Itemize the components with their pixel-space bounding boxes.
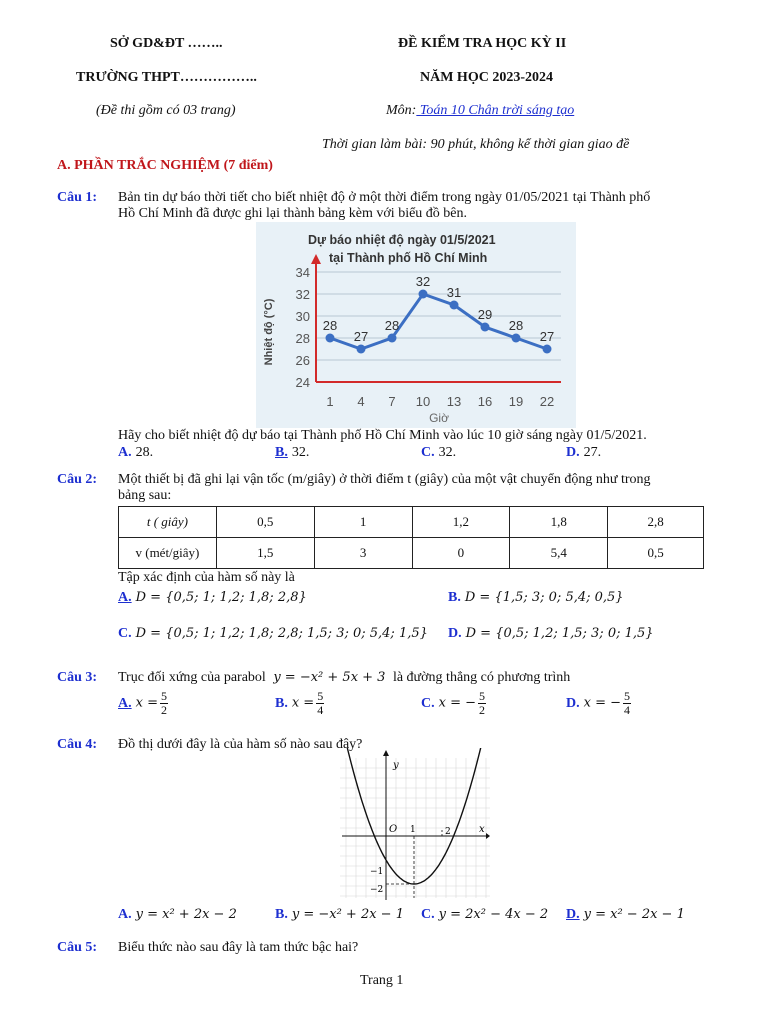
q5-label: Câu 5: <box>57 940 98 955</box>
chart-point <box>543 345 552 354</box>
time-note: Thời gian làm bài: 90 phút, không kể thời gian giao đề <box>322 137 630 152</box>
graph-label-2: 2 <box>445 827 451 837</box>
subject-label: Môn: <box>386 103 417 118</box>
graph-label-m2: −2 <box>370 885 384 895</box>
q3-option-a[interactable]: A. x = $\frac{5}{2}$ <box>118 689 167 717</box>
q3-text-after: là đường thẳng có phương trình <box>392 670 571 685</box>
q4-label: Câu 4: <box>57 737 98 752</box>
q5-text: Biểu thức nào sau đây là tam thức bậc hai? <box>118 940 359 955</box>
chart-ytick-label: 24 <box>295 375 310 390</box>
chart-data-label: 31 <box>446 285 462 300</box>
chart-ytick-label: 30 <box>295 309 310 324</box>
table-cell: 2,8 <box>608 507 704 538</box>
q4-text: Đồ thị dưới đây là của hàm số nào sau đây? <box>118 737 363 752</box>
q4-option-b[interactable]: B. y = −x² + 2x − 1 <box>275 907 404 922</box>
chart-point <box>481 323 490 332</box>
chart-point <box>357 345 366 354</box>
chart-data-label: 27 <box>539 329 555 344</box>
parabola-graph <box>340 748 490 900</box>
chart-ytick-label: 32 <box>295 287 310 302</box>
chart-ytick-label: 28 <box>295 331 310 346</box>
chart-xtick-label: 1 <box>326 394 334 409</box>
q1-option-c[interactable]: C. 32. <box>421 445 457 460</box>
section-a-title: A. PHẦN TRẮC NGHIỆM (7 điểm) <box>57 158 273 173</box>
q2-label: Câu 2: <box>57 472 98 487</box>
chart-data-label: 29 <box>477 307 493 322</box>
subject-value[interactable]: Toán 10 Chân trời sáng tạo <box>416 103 575 118</box>
q1-question: Hãy cho biết nhiệt độ dự báo tại Thành phố Hồ Chí Minh vào lúc 10 giờ sáng ngày 01/5/2021. <box>118 428 647 443</box>
table-cell: 5,4 <box>510 538 608 569</box>
table-row <box>119 507 704 538</box>
chart-ytick-label: 34 <box>295 265 310 280</box>
q4-option-a[interactable]: A. y = x² + 2x − 2 <box>118 907 237 922</box>
chart-data-label: 32 <box>415 274 431 289</box>
graph-x-arrow <box>486 833 490 839</box>
table-header-t: t ( giây) <box>119 507 217 538</box>
chart-point <box>450 301 459 310</box>
chart-ylabel: Nhiệt độ (°C) <box>263 298 275 366</box>
q2-question: Tập xác định của hàm số này là <box>118 570 295 585</box>
chart-point <box>419 290 428 299</box>
q2-line1: Một thiết bị đã ghi lại vận tốc (m/giây) ở thời điểm t (giây) của một vật chuyển động như trong <box>118 472 651 487</box>
q2-line2: bảng sau: <box>118 488 172 503</box>
q1-line2: Hồ Chí Minh đã được ghi lại thành bảng kèm với biểu đồ bên. <box>118 206 468 221</box>
dept-name: SỞ GD&ĐT …….. <box>110 36 223 51</box>
parabola-graph-svg <box>340 748 490 900</box>
chart-subtitle: tại Thành phố Hồ Chí Minh <box>329 251 488 265</box>
temperature-chart-svg <box>256 222 576 428</box>
chart-xtick-label: 13 <box>446 394 462 409</box>
graph-label-1: 1 <box>410 825 416 835</box>
graph-label-x: x <box>479 824 485 835</box>
q1-option-d[interactable]: D. 27. <box>566 445 602 460</box>
chart-data-label: 28 <box>508 318 524 333</box>
table-cell: 3 <box>314 538 412 569</box>
table-cell: 1,5 <box>216 538 314 569</box>
chart-point <box>388 334 397 343</box>
velocity-table <box>118 506 704 569</box>
q2-option-c[interactable]: C. D = {0,5; 1; 1,2; 1,8; 2,8; 1,5; 3; 0; 5,4; 1,5} <box>118 626 428 641</box>
chart-grid <box>316 272 561 382</box>
school-year: NĂM HỌC 2023-2024 <box>420 70 553 85</box>
chart-data-labels <box>323 274 554 344</box>
chart-title: Dự báo nhiệt độ ngày 01/5/2021 <box>308 233 496 247</box>
chart-xtick-label: 4 <box>357 394 365 409</box>
table-cell: 0,5 <box>216 507 314 538</box>
school-name: TRƯỜNG THPT…………….. <box>76 70 257 85</box>
q1-line1: Bản tin dự báo thời tiết cho biết nhiệt độ ở một thời điểm trong ngày 01/05/2021 tại Thành phố <box>118 190 651 205</box>
table-row <box>119 538 704 569</box>
table-cell: 0,5 <box>608 538 704 569</box>
chart-data-label: 28 <box>322 318 338 333</box>
chart-data-label: 27 <box>353 329 369 344</box>
page-number: Trang 1 <box>360 973 404 988</box>
table-cell: 1 <box>314 507 412 538</box>
graph-label-origin: O <box>389 824 398 835</box>
chart-data-label: 28 <box>384 318 400 333</box>
pages-note: (Đề thi gồm có 03 trang) <box>96 103 236 118</box>
q4-option-d[interactable]: D. y = x² − 2x − 1 <box>566 907 685 922</box>
chart-xtick-label: 22 <box>539 394 555 409</box>
chart-y-arrow <box>311 254 321 264</box>
chart-xtick-label: 16 <box>477 394 493 409</box>
chart-point <box>512 334 521 343</box>
q2-option-b[interactable]: B. D = {1,5; 3; 0; 5,4; 0,5} <box>448 590 624 605</box>
chart-point <box>326 334 335 343</box>
q1-option-b[interactable]: B. 32. <box>275 445 310 460</box>
q4-option-c[interactable]: C. y = 2x² − 4x − 2 <box>421 907 549 922</box>
graph-y-arrow <box>383 750 389 756</box>
q3-option-d[interactable]: D. x = − $\frac{5}{4}$ <box>566 689 631 717</box>
q1-option-a[interactable]: A. 28. <box>118 445 154 460</box>
exam-title: ĐỀ KIỂM TRA HỌC KỲ II <box>398 36 567 51</box>
subject-line <box>386 103 574 119</box>
q3-option-c[interactable]: C. x = − $\frac{5}{2}$ <box>421 689 486 717</box>
table-header-v: v (mét/giây) <box>119 538 217 569</box>
q3-text-before: Trục đối xứng của parabol <box>118 670 266 685</box>
chart-ytick-label: 26 <box>295 353 310 368</box>
q3-label: Câu 3: <box>57 670 98 685</box>
chart-xlabel: Giờ <box>429 411 449 425</box>
chart-xticks <box>326 394 554 409</box>
graph-label-m1: −1 <box>370 867 384 877</box>
q3-text <box>118 670 570 686</box>
graph-label-y: y <box>393 760 399 771</box>
q3-option-b[interactable]: B. x = $\frac{5}{4}$ <box>275 689 324 717</box>
table-cell: 1,8 <box>510 507 608 538</box>
chart-xtick-label: 7 <box>388 394 396 409</box>
temperature-chart <box>256 222 576 428</box>
q1-label: Câu 1: <box>57 190 98 205</box>
q3-equation: y = −x² + 5x + 3 <box>273 670 386 685</box>
chart-axes <box>311 254 561 382</box>
q2-option-a[interactable]: A. D = {0,5; 1; 1,2; 1,8; 2,8} <box>118 590 307 605</box>
chart-yticks <box>296 265 310 390</box>
chart-xtick-label: 19 <box>508 394 524 409</box>
table-cell: 1,2 <box>412 507 510 538</box>
chart-xtick-label: 10 <box>415 394 431 409</box>
table-cell: 0 <box>412 538 510 569</box>
q2-option-d[interactable]: D. D = {0,5; 1,2; 1,5; 3; 0; 1,5} <box>448 626 654 641</box>
